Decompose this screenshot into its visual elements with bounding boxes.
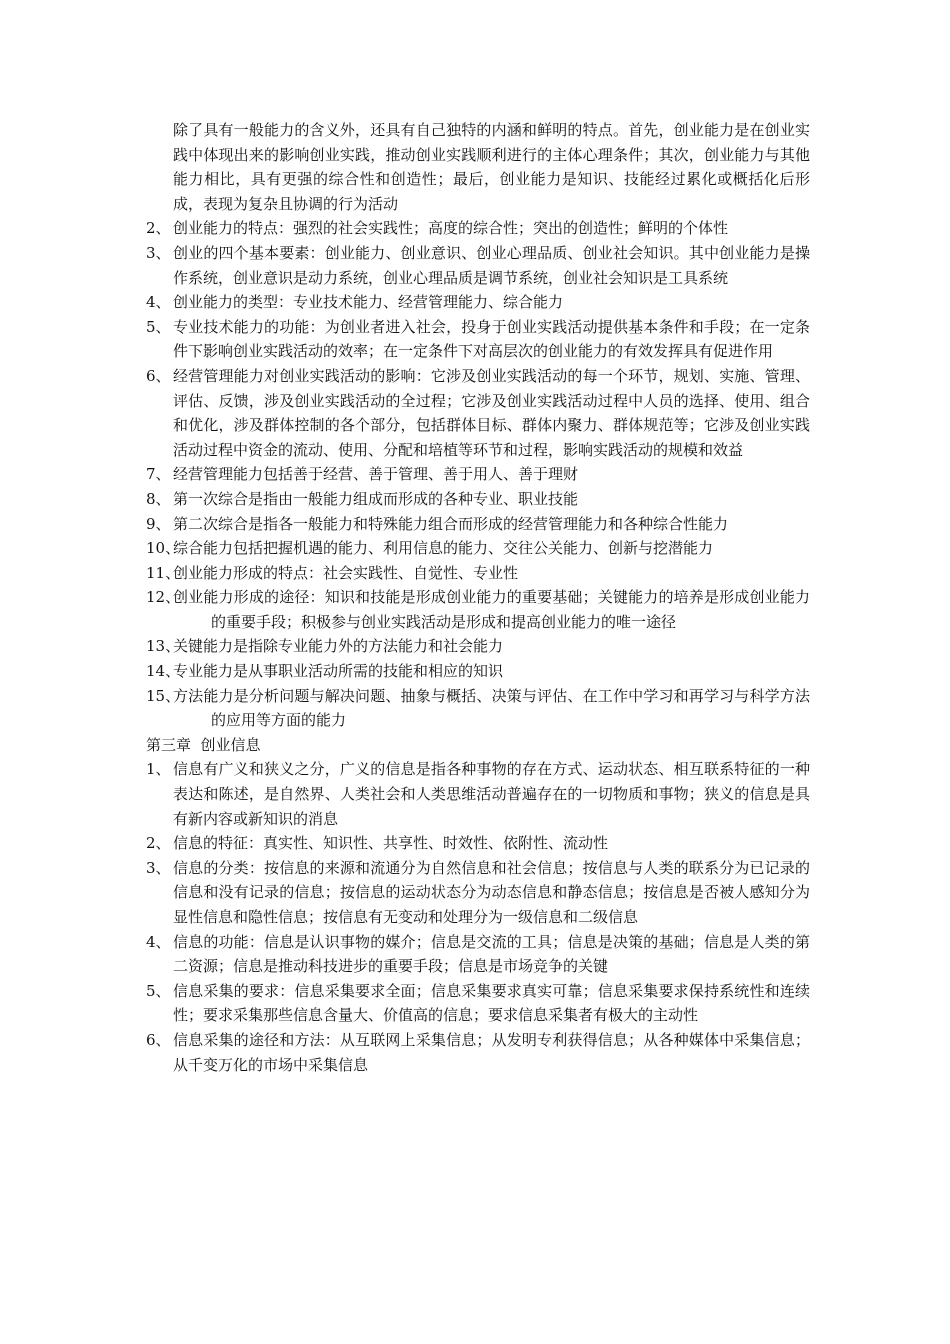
list-item [146, 979, 810, 1028]
item-text: 信息的特征：真实性、知识性、共享性、时效性、依附性、流动性 [173, 834, 609, 853]
list-item [146, 512, 810, 537]
item-text: 方法能力是分析问题与解决问题、抽象与概括、决策与评估、在工作中学习和再学习与科学方法的应用等方面的能力 [173, 686, 810, 730]
item-number: 6、 [146, 1030, 171, 1049]
item-text: 创业能力的特点：强烈的社会实践性；高度的综合性；突出的创造性；鲜明的个体性 [173, 219, 729, 238]
list-item [146, 856, 810, 930]
item-number: 13、 [146, 637, 181, 656]
list-item [146, 364, 810, 462]
list-item [146, 930, 810, 979]
item-number: 9、 [146, 514, 171, 533]
item-number: 7、 [146, 465, 171, 484]
item-text: 第二次综合是指各一般能力和特殊能力组合而形成的经营管理能力和各种综合性能力 [173, 514, 729, 533]
list-item [146, 290, 810, 315]
chapter-heading: 第三章 创业信息 [146, 735, 261, 754]
item-number: 2、 [146, 834, 171, 853]
list-item [146, 487, 810, 512]
document-body [146, 118, 810, 1077]
item-text: 综合能力包括把握机遇的能力、利用信息的能力、交往公关能力、创新与挖潜能力 [173, 539, 714, 558]
item-number: 11、 [146, 563, 181, 582]
item-number: 3、 [146, 243, 171, 262]
item-text: 创业的四个基本要素：创业能力、创业意识、创业心理品质、创业社会知识。其中创业能力是操作系统，创业意识是动力系统，创业心理品质是调节系统，创业社会知识是工具系统 [173, 243, 810, 287]
item-text: 信息的分类：按信息的来源和流通分为自然信息和社会信息；按信息与人类的联系分为已记录的信息和没有记录的信息；按信息的运动状态分为动态信息和静态信息；按信息是否被人感知分为显性信息和隐性信息；按信息有无变动和处理分为一级信息和二级信息 [173, 858, 810, 926]
item-text: 关键能力是指除专业能力外的方法能力和社会能力 [173, 637, 504, 656]
item-number: 6、 [146, 366, 171, 385]
list-item [146, 241, 810, 290]
item-text: 创业能力形成的特点：社会实践性、自觉性、专业性 [173, 563, 519, 582]
item-text: 信息的功能：信息是认识事物的媒介；信息是交流的工具；信息是决策的基础；信息是人类的第二资源；信息是推动科技进步的重要手段；信息是市场竞争的关键 [173, 932, 810, 976]
item-number: 5、 [146, 317, 171, 336]
list-item [146, 536, 810, 561]
item-text: 信息采集的要求：信息采集要求全面；信息采集要求真实可靠；信息采集要求保持系统性和连续性；要求采集那些信息含量大、价值高的信息；要求信息采集者有极大的主动性 [173, 981, 810, 1025]
item-number: 3、 [146, 858, 171, 877]
item-number: 14、 [146, 662, 181, 681]
list-item [146, 561, 810, 586]
item-number: 12、 [146, 588, 181, 607]
item-text: 信息采集的途径和方法：从互联网上采集信息；从发明专利获得信息；从各种媒体中采集信息；从千变万化的市场中采集信息 [173, 1030, 810, 1074]
item-text: 专业技术能力的功能：为创业者进入社会，投身于创业实践活动提供基本条件和手段；在一定条件下影响创业实践活动的效率；在一定条件下对高层次的创业能力的有效发挥具有促进作用 [173, 317, 810, 361]
list-item [146, 831, 810, 856]
item-number: 5、 [146, 981, 171, 1000]
item-number: 4、 [146, 932, 171, 951]
item-text: 经营管理能力包括善于经营、善于管理、善于用人、善于理财 [173, 465, 579, 484]
item-number: 4、 [146, 293, 171, 312]
list-item [146, 684, 810, 733]
list-item [146, 659, 810, 684]
list-item [146, 315, 810, 364]
intro-paragraph: 除了具有一般能力的含义外，还具有自己独特的内涵和鲜明的特点。首先，创业能力是在创业实践中体现出来的影响创业实践，推动创业实践顺利进行的主体心理条件；其次，创业能力与其他能力相比，具有更强的综合性和创造性；最后，创业能力是知识、技能经过累化或概括化后形成，表现为复杂且协调的行为活动 [173, 121, 810, 213]
list-item [146, 462, 810, 487]
list-item [146, 634, 810, 659]
item-number: 10、 [146, 539, 181, 558]
list-item [146, 585, 810, 634]
item-text: 第一次综合是指由一般能力组成而形成的各种专业、职业技能 [173, 489, 579, 508]
item-number: 2、 [146, 219, 171, 238]
item-text: 经营管理能力对创业实践活动的影响：它涉及创业实践活动的每一个环节，规划、实施、管理、评估、反馈，涉及创业实践活动的全过程；它涉及创业实践活动过程中人员的选择、使用、组合和优化，涉及群体控制的各个部分，包括群体目标、群体内聚力、群体规范等；它涉及创业实践活动过程中资金的流动、使用、分配和培植等环节和过程，影响实践活动的规模和效益 [173, 366, 810, 459]
item-text: 专业能力是从事职业活动所需的技能和相应的知识 [173, 662, 504, 681]
item-text: 创业能力形成的途径：知识和技能是形成创业能力的重要基础；关键能力的培养是形成创业能力的重要手段；积极参与创业实践活动是形成和提高创业能力的唯一途径 [173, 588, 810, 631]
list-item [146, 216, 810, 241]
list-item [146, 757, 810, 831]
item-text: 创业能力的类型：专业技术能力、经营管理能力、综合能力 [173, 293, 564, 312]
item-number: 1、 [146, 760, 171, 779]
item-text: 信息有广义和狭义之分，广义的信息是指各种事物的存在方式、运动状态、相互联系特征的一种表达和陈述，是自然界、人类社会和人类思维活动普遍存在的一切物质和事物；狭义的信息是具有新内容或新知识的消息 [173, 760, 810, 828]
list-item [146, 1028, 810, 1077]
item-number: 15、 [146, 686, 181, 705]
item-number: 8、 [146, 489, 171, 508]
